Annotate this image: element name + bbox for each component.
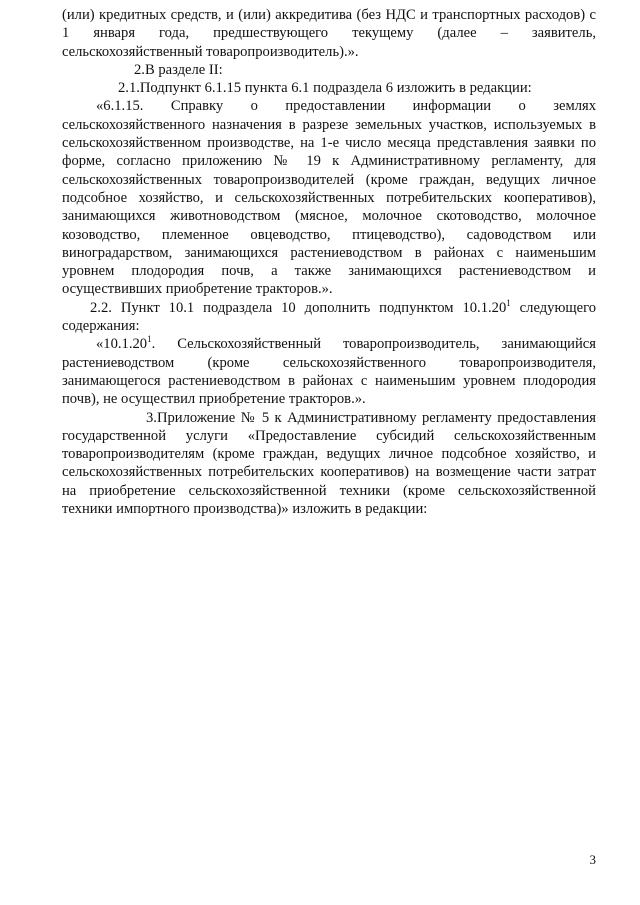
paragraph-text-before: «10.1.20 — [96, 336, 148, 353]
paragraph-text: «6.1.15. Справку о предоставлении информации о землях сельскохозяйственного назначения в разрезе земельных участков, используемых в сельскохозяйственном производстве, на 1-е число месяца представления заявки по форме, согласно приложению № 19 к Административному регламенту, для сельскохозяйственных товаропроизводителей (кроме граждан, ведущих личное подсобное хозяйство, и сельскохозяйственных потребительских кооперативов), занимающихся животноводством (мясное, молочное скотоводство, молочное козоводство, племенное овцеводство, птицеводство), садоводством или виноградарством, занимающихся растениеводством в районах с наименьшим уровнем плодородия почв, а также занимающихся растениеводством и осуществивших приобретение тракторов.». — [62, 98, 596, 298]
paragraph-subsection-2-2 — [62, 299, 596, 336]
paragraph-text: В разделе II: — [144, 61, 223, 78]
superscript: 1 — [147, 334, 152, 345]
paragraph-section-2 — [62, 61, 596, 79]
paragraph-text: Приложение № 5 к Административному регламенту предоставления государственной услуги «Предоставление субсидий сельскохозяйственным товаропроизводителям (кроме граждан, ведущих личное подсобное хозяйство, и сельскохозяйственных потребительских кооперативов) на возмещение части затрат на приобретение сельскохозяйственной техники (кроме сельскохозяйственной техники импортного производства)» изложить в редакции: — [62, 409, 596, 518]
paragraph-text-after: следующего содержания: — [62, 299, 596, 335]
page-number: 3 — [589, 852, 596, 867]
paragraph-continuation — [62, 6, 596, 61]
paragraph-number: 3. — [146, 409, 157, 426]
paragraph-subsection-2-1 — [62, 79, 596, 97]
paragraph-text: Подпункт 6.1.15 пункта 6.1 подраздела 6 изложить в редакции: — [139, 80, 532, 97]
paragraph-text: (или) кредитных средств, и (или) аккредитива (без НДС и транспортных расходов) с 1 января года, предшествующего текущему (далее – заявитель, сельскохозяйственный товаропроизводитель).». — [62, 7, 596, 60]
paragraph-quote-6-1-15 — [62, 97, 596, 298]
paragraph-section-3 — [62, 409, 596, 519]
paragraph-text-after: . Сельскохозяйственный товаропроизводитель, занимающийся растениеводством (кроме сельскохозяйственного товаропроизводителя, занимающегося растениеводством в районах с наименьшим уровнем плодородия почв), не осуществил приобретение тракторов.». — [62, 336, 596, 408]
paragraph-number: 2.1. — [118, 80, 140, 97]
superscript: 1 — [506, 297, 511, 308]
paragraph-number: 2. — [134, 61, 145, 78]
document-page — [62, 6, 596, 518]
paragraph-quote-10-1-20 — [62, 335, 596, 408]
paragraph-text-before: 2.2. Пункт 10.1 подраздела 10 дополнить подпунктом 10.1.20 — [90, 299, 507, 316]
